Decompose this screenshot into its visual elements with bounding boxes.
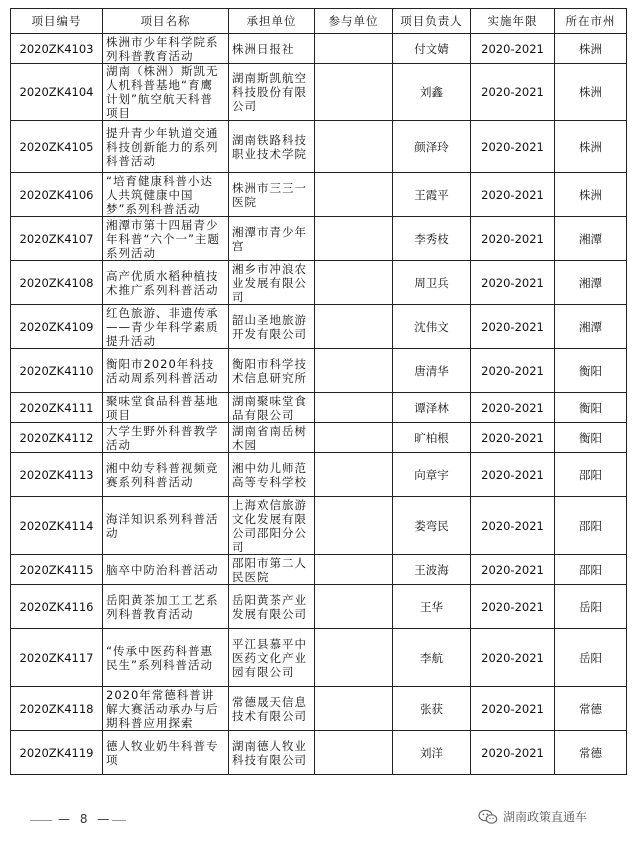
project-id-cell: 2020ZK4118 <box>11 687 103 731</box>
partner-cell <box>315 453 393 497</box>
project-id-cell: 2020ZK4112 <box>11 423 103 453</box>
project-id-cell: 2020ZK4109 <box>11 305 103 349</box>
city-cell: 湘潭 <box>555 217 627 261</box>
project-id-cell: 2020ZK4111 <box>11 393 103 423</box>
partner-cell <box>315 173 393 217</box>
project-id-cell: 2020ZK4116 <box>11 585 103 629</box>
table-row <box>11 629 627 687</box>
years-cell: 2020-2021 <box>471 423 555 453</box>
project-name-cell: “培育健康科普小达人共筑健康中国梦”系列科普活动 <box>103 173 229 217</box>
project-id-cell: 2020ZK4108 <box>11 261 103 305</box>
organization-cell: 湘潭市青少年宫 <box>229 217 315 261</box>
organization-cell: 韶山圣地旅游开发有限公司 <box>229 305 315 349</box>
header-organization: 承担单位 <box>229 9 315 34</box>
partner-cell <box>315 121 393 173</box>
project-id-cell: 2020ZK4105 <box>11 121 103 173</box>
header-project-id: 项目编号 <box>11 9 103 34</box>
years-cell: 2020-2021 <box>471 585 555 629</box>
organization-cell: 株洲市三三一医院 <box>229 173 315 217</box>
project-id-cell: 2020ZK4114 <box>11 497 103 555</box>
table-row <box>11 121 627 173</box>
leader-cell: 李秀枝 <box>393 217 471 261</box>
watermark-text: 湖南政策直通车 <box>503 810 588 824</box>
leader-cell: 付文婧 <box>393 34 471 64</box>
leader-cell: 旷柏根 <box>393 423 471 453</box>
city-cell: 岳阳 <box>555 585 627 629</box>
city-cell: 衡阳 <box>555 349 627 393</box>
organization-cell: 株洲日报社 <box>229 34 315 64</box>
organization-cell: 湘中幼儿师范高等专科学校 <box>229 453 315 497</box>
years-cell: 2020-2021 <box>471 687 555 731</box>
leader-cell: 唐清华 <box>393 349 471 393</box>
organization-cell: 湖南铁路科技职业技术学院 <box>229 121 315 173</box>
partner-cell <box>315 64 393 121</box>
table-row <box>11 731 627 775</box>
watermark <box>478 808 587 825</box>
project-name-cell: 2020年常德科普讲解大赛活动承办与后期科普应用探索 <box>103 687 229 731</box>
partner-cell <box>315 497 393 555</box>
years-cell: 2020-2021 <box>471 731 555 775</box>
city-cell: 衡阳 <box>555 393 627 423</box>
project-id-cell: 2020ZK4117 <box>11 629 103 687</box>
partner-cell <box>315 423 393 453</box>
partner-cell <box>315 261 393 305</box>
partner-cell <box>315 731 393 775</box>
partner-cell <box>315 555 393 585</box>
city-cell: 岳阳 <box>555 629 627 687</box>
project-name-cell: 岳阳黄茶加工工艺系列科普教育活动 <box>103 585 229 629</box>
project-id-cell: 2020ZK4113 <box>11 453 103 497</box>
organization-cell: 湖南斯凯航空科技股份有限公司 <box>229 64 315 121</box>
table-row <box>11 217 627 261</box>
years-cell: 2020-2021 <box>471 217 555 261</box>
wechat-icon <box>478 809 498 825</box>
organization-cell: 平江县慕平中医药文化产业园有限公司 <box>229 629 315 687</box>
partner-cell <box>315 585 393 629</box>
table-row <box>11 453 627 497</box>
city-cell: 株洲 <box>555 173 627 217</box>
leader-cell: 颜泽玲 <box>393 121 471 173</box>
leader-cell: 谭泽林 <box>393 393 471 423</box>
header-leader: 项目负责人 <box>393 9 471 34</box>
header-project-name: 项目名称 <box>103 9 229 34</box>
years-cell: 2020-2021 <box>471 555 555 585</box>
organization-cell: 湘乡市冲浪农业发展有限公司 <box>229 261 315 305</box>
organization-cell: 岳阳黄茶产业发展有限公司 <box>229 585 315 629</box>
organization-cell: 湖南省南岳树木园 <box>229 423 315 453</box>
years-cell: 2020-2021 <box>471 349 555 393</box>
city-cell: 株洲 <box>555 121 627 173</box>
project-name-cell: 衡阳市2020年科技活动周系列科普活动 <box>103 349 229 393</box>
leader-cell: 向章宇 <box>393 453 471 497</box>
years-cell: 2020-2021 <box>471 305 555 349</box>
leader-cell: 刘鑫 <box>393 64 471 121</box>
project-id-cell: 2020ZK4119 <box>11 731 103 775</box>
project-name-cell: 大学生野外科普教学活动 <box>103 423 229 453</box>
project-name-cell: 聚味堂食品科普基地项目 <box>103 393 229 423</box>
leader-cell: 王波海 <box>393 555 471 585</box>
project-name-cell: 红色旅游、非遗传承——青少年科学素质提升活动 <box>103 305 229 349</box>
table-row <box>11 497 627 555</box>
organization-cell: 湖南德人牧业科技有限公司 <box>229 731 315 775</box>
table-row <box>11 34 627 64</box>
organization-cell: 邵阳市第二人民医院 <box>229 555 315 585</box>
organization-cell: 上海欢信旅游文化发展有限公司邵阳分公司 <box>229 497 315 555</box>
project-id-cell: 2020ZK4106 <box>11 173 103 217</box>
project-id-cell: 2020ZK4103 <box>11 34 103 64</box>
leader-cell: 周卫兵 <box>393 261 471 305</box>
partner-cell <box>315 629 393 687</box>
header-partner: 参与单位 <box>315 9 393 34</box>
years-cell: 2020-2021 <box>471 64 555 121</box>
table-row <box>11 305 627 349</box>
city-cell: 衡阳 <box>555 423 627 453</box>
header-city: 所在市州 <box>555 9 627 34</box>
header-years: 实施年限 <box>471 9 555 34</box>
years-cell: 2020-2021 <box>471 173 555 217</box>
project-table <box>10 8 627 775</box>
project-name-cell: “传承中医药科普惠民生”系列科普活动 <box>103 629 229 687</box>
city-cell: 湘潭 <box>555 305 627 349</box>
partner-cell <box>315 349 393 393</box>
project-name-cell: 湘潭市第十四届青少年科普“六个一”主题系列活动 <box>103 217 229 261</box>
header-row <box>11 9 627 34</box>
project-name-cell: 湖南（株洲）斯凯无人机科普基地“育鹰计划”航空航天科普项目 <box>103 64 229 121</box>
leader-cell: 李航 <box>393 629 471 687</box>
leader-cell: 张获 <box>393 687 471 731</box>
project-name-cell: 株洲市少年科学院系列科普教育活动 <box>103 34 229 64</box>
project-id-cell: 2020ZK4115 <box>11 555 103 585</box>
table-row <box>11 261 627 305</box>
organization-cell: 常德晟天信息技术有限公司 <box>229 687 315 731</box>
leader-cell: 娄弯民 <box>393 497 471 555</box>
city-cell: 常德 <box>555 687 627 731</box>
years-cell: 2020-2021 <box>471 629 555 687</box>
organization-cell: 湖南聚味堂食品有限公司 <box>229 393 315 423</box>
project-name-cell: 提升青少年轨道交通科技创新能力的系列科普活动 <box>103 121 229 173</box>
city-cell: 邵阳 <box>555 453 627 497</box>
partner-cell <box>315 217 393 261</box>
project-name-cell: 海洋知识系列科普活动 <box>103 497 229 555</box>
project-name-cell: 湘中幼专科普视频竞赛系列科普活动 <box>103 453 229 497</box>
partner-cell <box>315 34 393 64</box>
city-cell: 株洲 <box>555 64 627 121</box>
table-row <box>11 423 627 453</box>
partner-cell <box>315 393 393 423</box>
leader-cell: 刘洋 <box>393 731 471 775</box>
years-cell: 2020-2021 <box>471 121 555 173</box>
city-cell: 株洲 <box>555 34 627 64</box>
leader-cell: 王霞平 <box>393 173 471 217</box>
years-cell: 2020-2021 <box>471 34 555 64</box>
years-cell: 2020-2021 <box>471 393 555 423</box>
table-row <box>11 64 627 121</box>
table-row <box>11 585 627 629</box>
leader-cell: 沈伟文 <box>393 305 471 349</box>
footer-rule-right <box>112 820 126 821</box>
table-row <box>11 393 627 423</box>
table-row <box>11 349 627 393</box>
leader-cell: 王华 <box>393 585 471 629</box>
project-name-cell: 高产优质水稻种植技术推广系列科普活动 <box>103 261 229 305</box>
project-name-cell: 德人牧业奶牛科普专项 <box>103 731 229 775</box>
table-row <box>11 555 627 585</box>
years-cell: 2020-2021 <box>471 497 555 555</box>
partner-cell <box>315 687 393 731</box>
table-row <box>11 173 627 217</box>
years-cell: 2020-2021 <box>471 261 555 305</box>
project-id-cell: 2020ZK4110 <box>11 349 103 393</box>
city-cell: 邵阳 <box>555 497 627 555</box>
page-number: — 8 — <box>58 812 113 826</box>
city-cell: 常德 <box>555 731 627 775</box>
footer-rule-left <box>30 820 52 821</box>
project-id-cell: 2020ZK4104 <box>11 64 103 121</box>
organization-cell: 衡阳市科学技术信息研究所 <box>229 349 315 393</box>
city-cell: 湘潭 <box>555 261 627 305</box>
partner-cell <box>315 305 393 349</box>
city-cell: 邵阳 <box>555 555 627 585</box>
table-row <box>11 687 627 731</box>
project-name-cell: 脑卒中防治科普活动 <box>103 555 229 585</box>
project-id-cell: 2020ZK4107 <box>11 217 103 261</box>
years-cell: 2020-2021 <box>471 453 555 497</box>
